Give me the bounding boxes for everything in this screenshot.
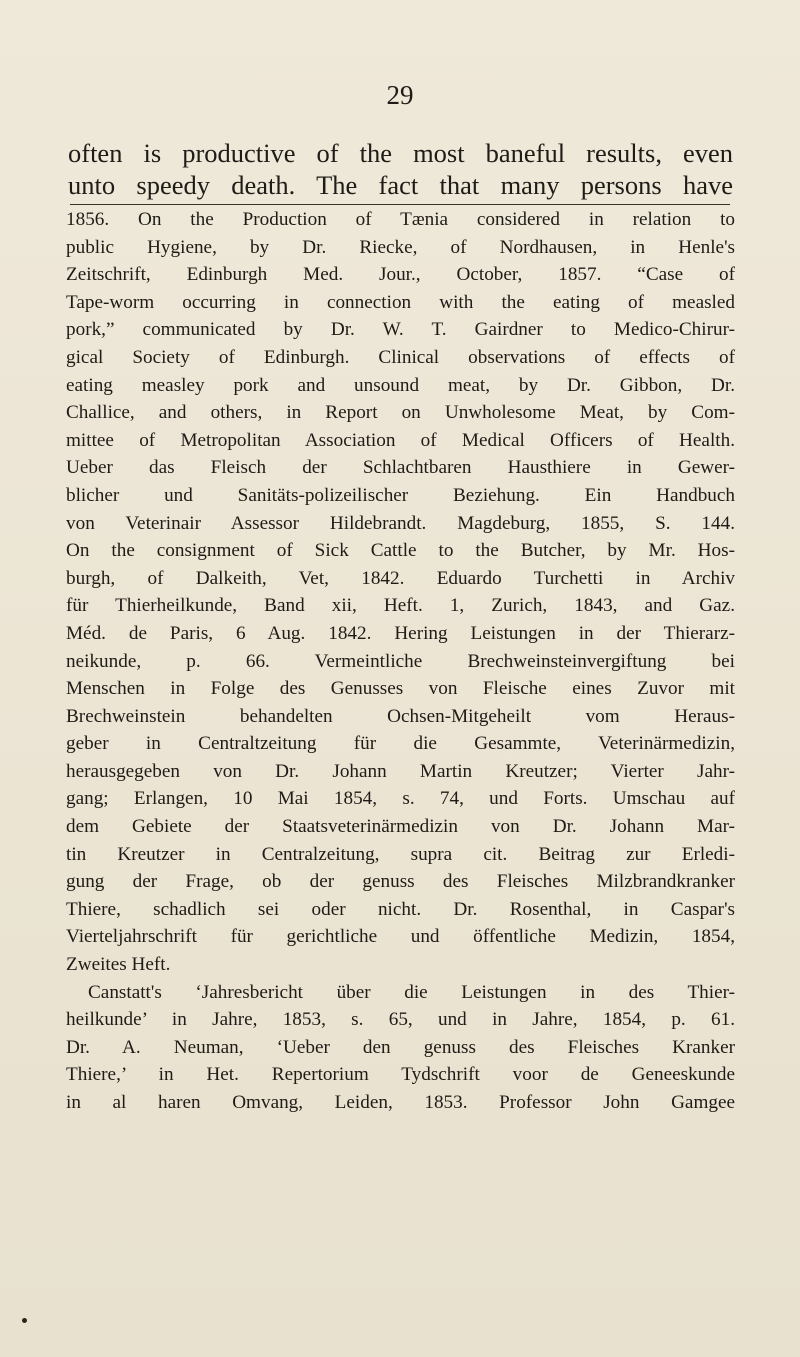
body-text-line: unto speedy death. The fact that many persons have xyxy=(68,170,733,200)
ink-dot-mark xyxy=(22,1318,27,1323)
footnote-line: 1856. On the Production of Tænia considered in relation to xyxy=(66,209,735,230)
footnote-line: Méd. de Paris, 6 Aug. 1842. Hering Leistungen in der Thierarz- xyxy=(66,622,735,644)
footnote-line: tin Kreutzer in Centralzeitung, supra cit. Beitrag zur Erledi- xyxy=(66,843,735,865)
footnote-line: neikunde, p. 66. Vermeintliche Brechweinsteinvergiftung bei xyxy=(66,650,735,672)
footnote-line: Challice, and others, in Report on Unwholesome Meat, by Com- xyxy=(66,402,735,424)
footnote-line: gang; Erlangen, 10 Mai 1854, s. 74, und Forts. Umschau auf xyxy=(66,788,735,810)
footnote-line: Thiere,’ in Het. Repertorium Tydschrift voor de Geneeskunde xyxy=(66,1064,735,1086)
footnote-line: Ueber das Fleisch der Schlachtbaren Hausthiere in Gewer- xyxy=(66,457,735,479)
footnote-line: für Thierheilkunde, Band xii, Heft. 1, Zurich, 1843, and Gaz. xyxy=(66,595,735,617)
footnote-line: geber in Centraltzeitung für die Gesammte, Veterinärmedizin, xyxy=(66,733,735,755)
footnote-line: Dr. A. Neuman, ‘Ueber den genuss des Fleisches Kranker xyxy=(66,1036,735,1058)
footnote-line: pork,” communicated by Dr. W. T. Gairdner to Medico-Chirur- xyxy=(66,319,735,341)
footnote-line: in al haren Omvang, Leiden, 1853. Professor John Gamgee xyxy=(66,1092,735,1113)
footnote-line: public Hygiene, by Dr. Riecke, of Nordhausen, in Henle's xyxy=(66,236,735,258)
footnote-line: von Veterinair Assessor Hildebrandt. Magdeburg, 1855, S. 144. xyxy=(66,512,735,534)
footnote-line: Tape-worm occurring in connection with the eating of measled xyxy=(66,291,735,313)
footnote-line: Zweites Heft. xyxy=(66,954,171,976)
footnote-line: mittee of Metropolitan Association of Medical Officers of Health. xyxy=(66,429,735,451)
body-text xyxy=(68,137,733,201)
footnote-line: gung der Frage, ob der genuss des Fleisches Milzbrandkranker xyxy=(66,871,735,893)
page-number: 29 xyxy=(386,80,414,110)
footnote-line: On the consignment of Sick Cattle to the Butcher, by Mr. Hos- xyxy=(66,540,735,562)
footnote-line: Menschen in Folge des Genusses von Fleische eines Zuvor mit xyxy=(66,678,735,700)
footnote-block xyxy=(66,206,735,1117)
footnote-line: Zeitschrift, Edinburgh Med. Jour., October, 1857. “Case of xyxy=(66,264,735,286)
footnote-line: dem Gebiete der Staatsveterinärmedizin von Dr. Johann Mar- xyxy=(66,816,735,838)
footnote-line: Brechweinstein behandelten Ochsen-Mitgeheilt vom Heraus- xyxy=(66,705,735,727)
footnote-separator-rule xyxy=(70,204,730,205)
footnote-line: burgh, of Dalkeith, Vet, 1842. Eduardo Turchetti in Archiv xyxy=(66,567,735,589)
footnote-line: Thiere, schadlich sei oder nicht. Dr. Rosenthal, in Caspar's xyxy=(66,898,735,920)
footnote-line: gical Society of Edinburgh. Clinical observations of effects of xyxy=(66,346,735,368)
footnote-line: Vierteljahrschrift für gerichtliche und öffentliche Medizin, 1854, xyxy=(66,926,735,948)
body-text-line: often is productive of the most baneful results, even xyxy=(68,138,733,168)
footnote-line: Canstatt's ‘Jahresbericht über die Leistungen in des Thier- xyxy=(88,981,735,1003)
footnote-line: eating measley pork and unsound meat, by Dr. Gibbon, Dr. xyxy=(66,374,735,396)
footnote-line: heilkunde’ in Jahre, 1853, s. 65, und in Jahre, 1854, p. 61. xyxy=(66,1009,735,1031)
footnote-line: herausgegeben von Dr. Johann Martin Kreutzer; Vierter Jahr- xyxy=(66,760,735,782)
footnote-line: blicher und Sanitäts-polizeilischer Beziehung. Ein Handbuch xyxy=(66,484,735,506)
